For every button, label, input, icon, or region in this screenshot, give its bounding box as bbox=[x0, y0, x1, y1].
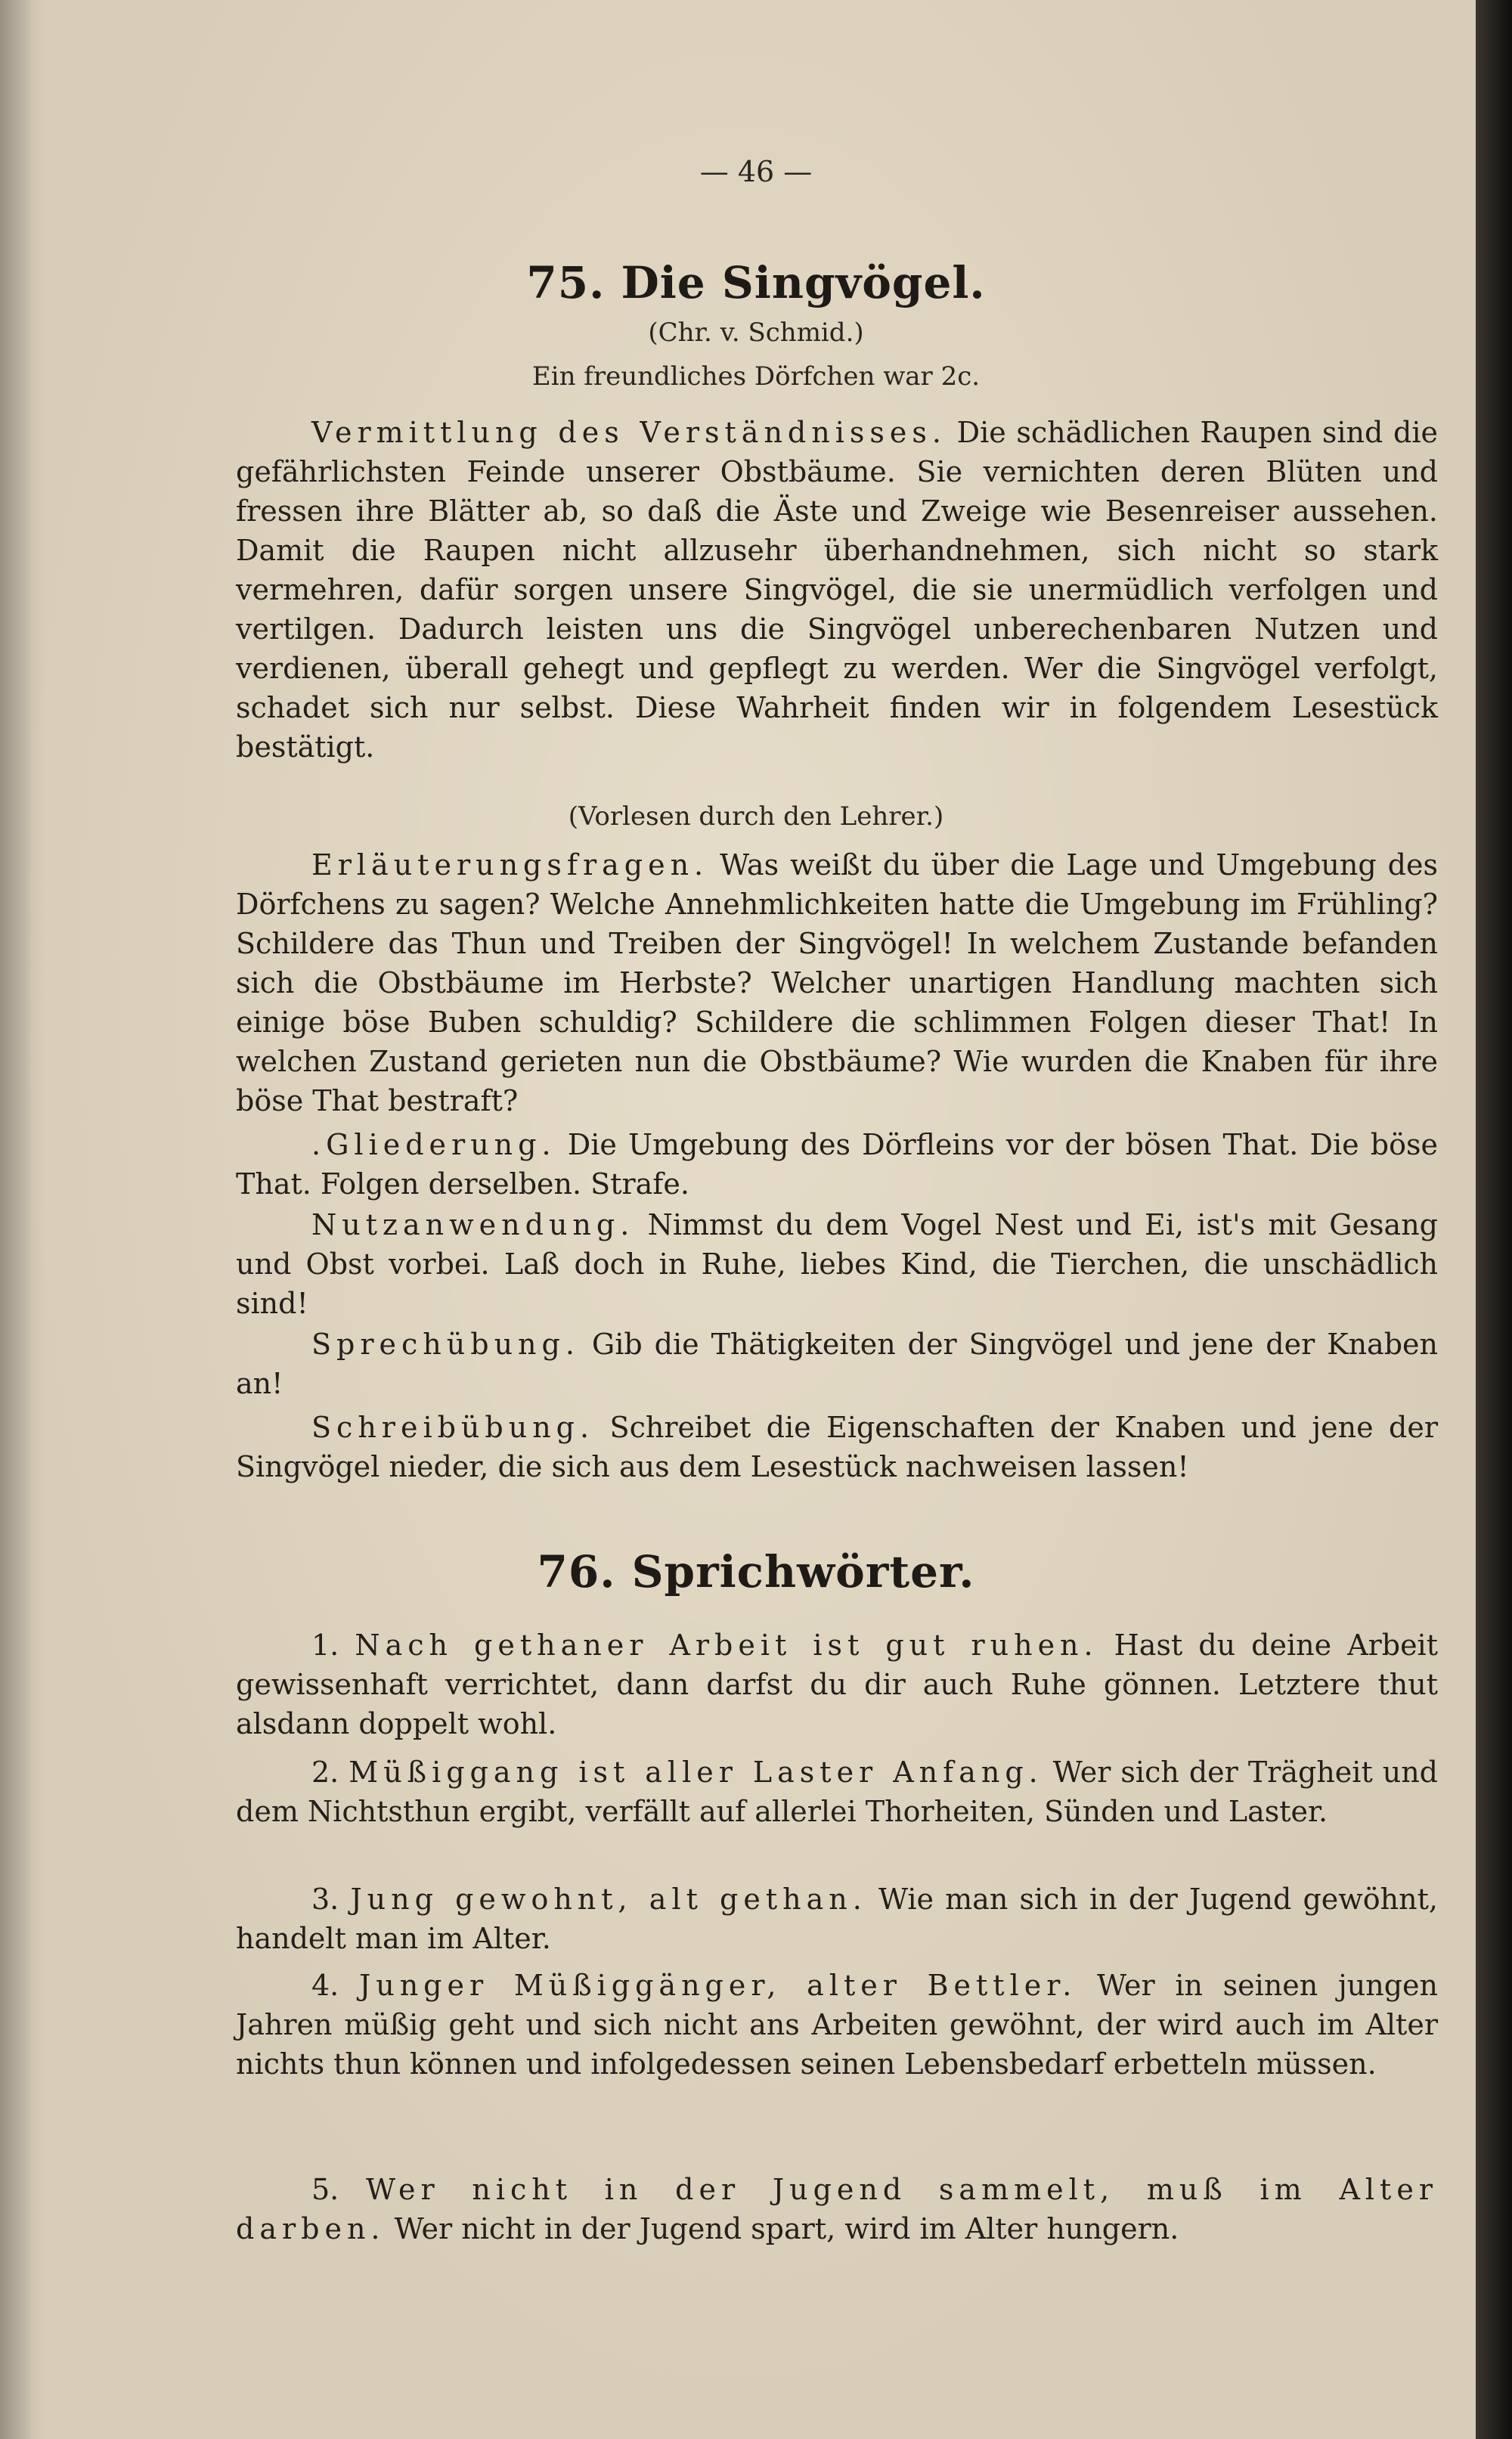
section-75-author: (Chr. v. Schmid.) bbox=[648, 318, 864, 348]
proverb-item bbox=[236, 1880, 1438, 1958]
fragen-label: Erläuterungsfragen. bbox=[311, 848, 709, 882]
proverb-item bbox=[236, 1966, 1438, 2084]
proverb-explanation: Wer in seinen jungen Jahren müßig geht und sich nicht ans Arbeiten gewöhnt, der wird auch im Alter nichts thun können und infolgedessen seinen Lebensbedarf erbetteln müssen. bbox=[236, 1969, 1438, 2081]
proverb-number: 1. bbox=[311, 1629, 339, 1662]
proverb-number: 2. bbox=[311, 1756, 339, 1789]
proverb-text: Jung gewohnt, alt gethan. bbox=[350, 1883, 867, 1916]
schreibuebung-label: Schreibübung. bbox=[311, 1411, 595, 1444]
proverb-item bbox=[236, 1753, 1438, 1831]
nutzanwendung-paragraph bbox=[236, 1205, 1438, 1323]
reading-note: (Vorlesen durch den Lehrer.) bbox=[568, 801, 944, 832]
proverb-explanation: Wie man sich in der Jugend gewöhnt, handelt man im Alter. bbox=[236, 1883, 1438, 1955]
vermittlung-paragraph bbox=[236, 413, 1438, 767]
proverb-explanation: Wer nicht in der Jugend spart, wird im Alter hungern. bbox=[385, 2212, 1179, 2245]
nutzanwendung-label: Nutzanwendung. bbox=[311, 1208, 635, 1241]
proverb-text: Junger Müßiggänger, alter Bettler. bbox=[358, 1969, 1077, 2002]
gliederung-text: Die Umgebung des Dörfleins vor der bösen That. Die böse That. Folgen derselben. Strafe. bbox=[236, 1128, 1438, 1201]
schreibuebung-paragraph bbox=[236, 1408, 1438, 1486]
proverb-text: Nach gethaner Arbeit ist gut ruhen. bbox=[355, 1629, 1098, 1662]
proverb-number: 5. bbox=[311, 2173, 339, 2206]
gliederung-label: .Gliederung. bbox=[311, 1128, 556, 1161]
section-75-incipit: Ein freundliches Dörfchen war 2c. bbox=[531, 361, 981, 392]
proverb-number: 4. bbox=[311, 1969, 339, 2002]
vermittlung-label: Vermittlung des Verständnisses. bbox=[311, 416, 947, 449]
proverb-text: Wer nicht in der Jugend sammelt, muß im Alter darben. bbox=[236, 2173, 1438, 2245]
section-76-title: 76. Sprichwörter. bbox=[537, 1546, 975, 1598]
proverb-item bbox=[236, 2170, 1438, 2248]
proverb-item bbox=[236, 1625, 1438, 1743]
proverb-explanation: Hast du deine Arbeit gewissenhaft verrichtet, dann darfst du dir auch Ruhe gönnen. Letztere thut alsdann doppelt wohl. bbox=[236, 1629, 1438, 1740]
proverb-explanation: Wer sich der Trägheit und dem Nichtsthun ergibt, verfällt auf allerlei Thorheiten, Sünden und Laster. bbox=[236, 1756, 1438, 1828]
page-number: — 46 — bbox=[699, 155, 813, 188]
sprechuebung-paragraph bbox=[236, 1325, 1438, 1403]
nutzanwendung-text: Nimmst du dem Vogel Nest und Ei, ist's mit Gesang und Obst vorbei. Laß doch in Ruhe, liebes Kind, die Tierchen, die unschädlich sind! bbox=[236, 1208, 1438, 1320]
schreibuebung-text: Schreibet die Eigenschaften der Knaben und jene der Singvögel nieder, die sich aus dem Lesestück nachweisen lassen! bbox=[236, 1411, 1438, 1483]
gliederung-paragraph bbox=[236, 1125, 1438, 1204]
book-edge bbox=[1476, 0, 1512, 2439]
vermittlung-text: Die schädlichen Raupen sind die gefährlichsten Feinde unserer Obstbäume. Sie vernichten deren Blüten und fressen ihre Blätter ab, so daß die Äste und Zweige wie Besenreiser aussehen. Damit die Raupen nicht allzusehr überhandnehmen, sich nicht so stark vermehren, dafür sorgen unsere Singvögel, die sie unermüdlich verfolgen und vertilgen. Dadurch leisten uns die Singvögel unberechenbaren Nutzen und verdienen, überall gehegt und gepflegt zu werden. Wer die Singvögel verfolgt, schadet sich nur selbst. Diese Wahrheit finden wir in folgendem Lesestück bestätigt. bbox=[236, 416, 1438, 764]
proverb-text: Müßiggang ist aller Laster Anfang. bbox=[349, 1756, 1043, 1789]
proverb-number: 3. bbox=[311, 1883, 339, 1916]
section-75-title: 75. Die Singvögel. bbox=[526, 257, 986, 308]
fragen-text: Was weißt du über die Lage und Umgebung des Dörfchens zu sagen? Welche Annehmlichkeiten hatte die Umgebung im Frühling? Schildere das Thun und Treiben der Singvögel! In welchem Zustande befanden sich die Obstbäume im Herbste? Welcher unartigen Handlung machten sich einige böse Buben schuldig? Schildere die schlimmen Folgen dieser That! In welchen Zustand gerieten nun die Obstbäume? Wie wurden die Knaben für ihre böse That bestraft? bbox=[236, 848, 1438, 1117]
sprechuebung-text: Gib die Thätigkeiten der Singvögel und jene der Knaben an! bbox=[236, 1328, 1438, 1400]
fragen-paragraph bbox=[236, 845, 1438, 1120]
sprechuebung-label: Sprechübung. bbox=[311, 1328, 580, 1361]
